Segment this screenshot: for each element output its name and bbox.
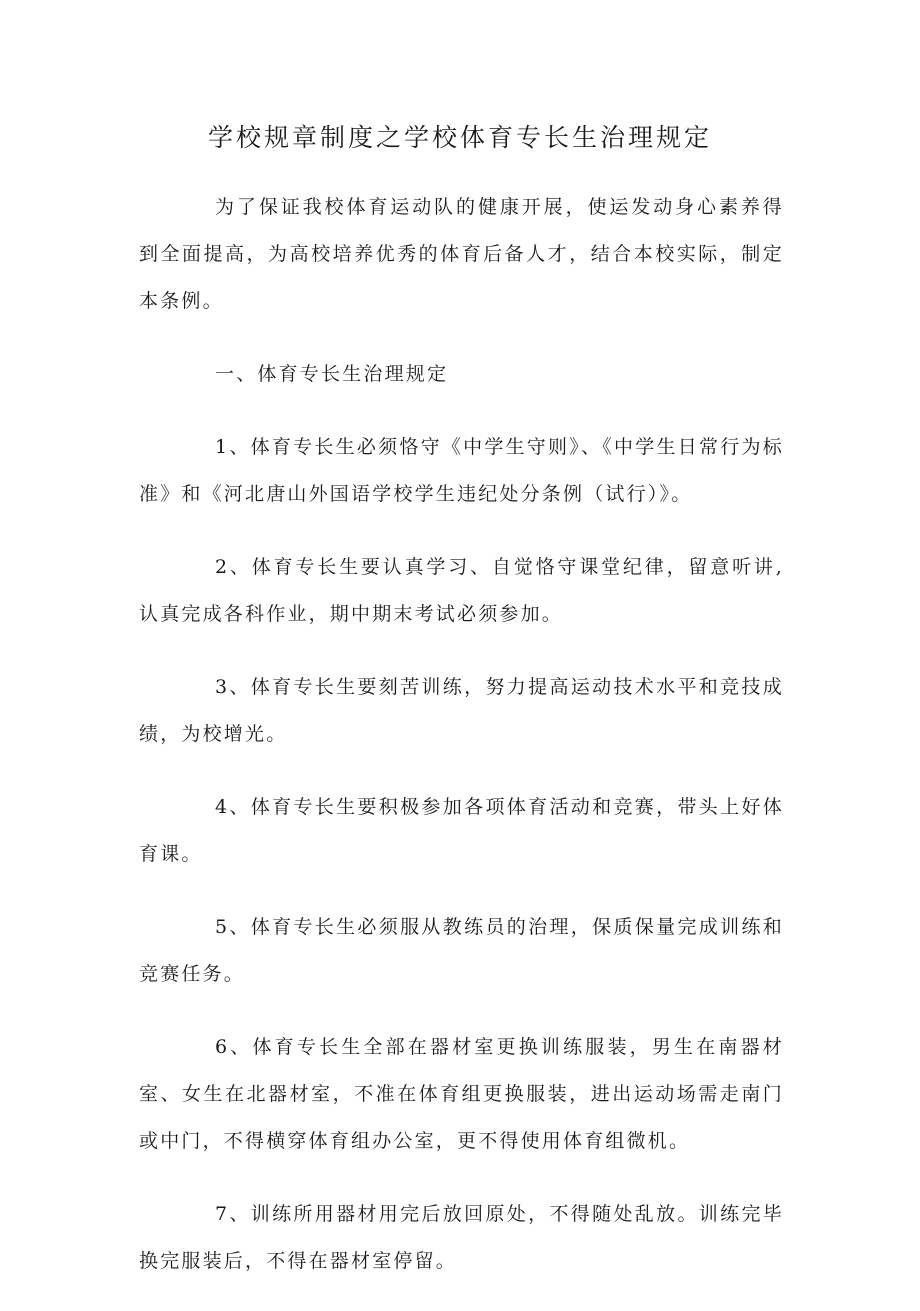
document-body <box>139 184 784 1311</box>
rule-2: 2、体育专长生要认真学习、自觉恪守课堂纪律，留意听讲,认真完成各科作业，期中期末考试必须参加。 <box>139 556 784 625</box>
section-heading: 一、体育专长生治理规定 <box>215 363 449 385</box>
rule-3: 3、体育专长生要刻苦训练，努力提高运动技术水平和竞技成绩，为校增光。 <box>139 676 784 745</box>
rule-4: 4、体育专长生要积极参加各项体育活动和竞赛，带头上好体育课。 <box>139 796 784 865</box>
rule-7: 7、训练所用器材用完后放回原处，不得随处乱放。训练完毕换完服装后，不得在器材室停留。 <box>139 1203 784 1272</box>
rule-1: 1、体育专长生必须恪守《中学生守则》、《中学生日常行为标准》和《河北唐山外国语学校学生违纪处分条例（试行）》。 <box>139 436 784 505</box>
intro-paragraph: 为了保证我校体育运动队的健康开展，使运发动身心素养得到全面提高，为高校培养优秀的体育后备人才，结合本校实际，制定本条例。 <box>139 196 784 312</box>
rule-6: 6、体育专长生全部在器材室更换训练服装，男生在南器材室、女生在北器材室，不准在体育组更换服装，进出运动场需走南门或中门，不得横穿体育组办公室，更不得使用体育组微机。 <box>139 1036 784 1152</box>
document-title: 学校规章制度之学校体育专长生治理规定 <box>207 123 712 152</box>
rule-5: 5、体育专长生必须服从教练员的治理，保质保量完成训练和竞赛任务。 <box>139 916 784 985</box>
